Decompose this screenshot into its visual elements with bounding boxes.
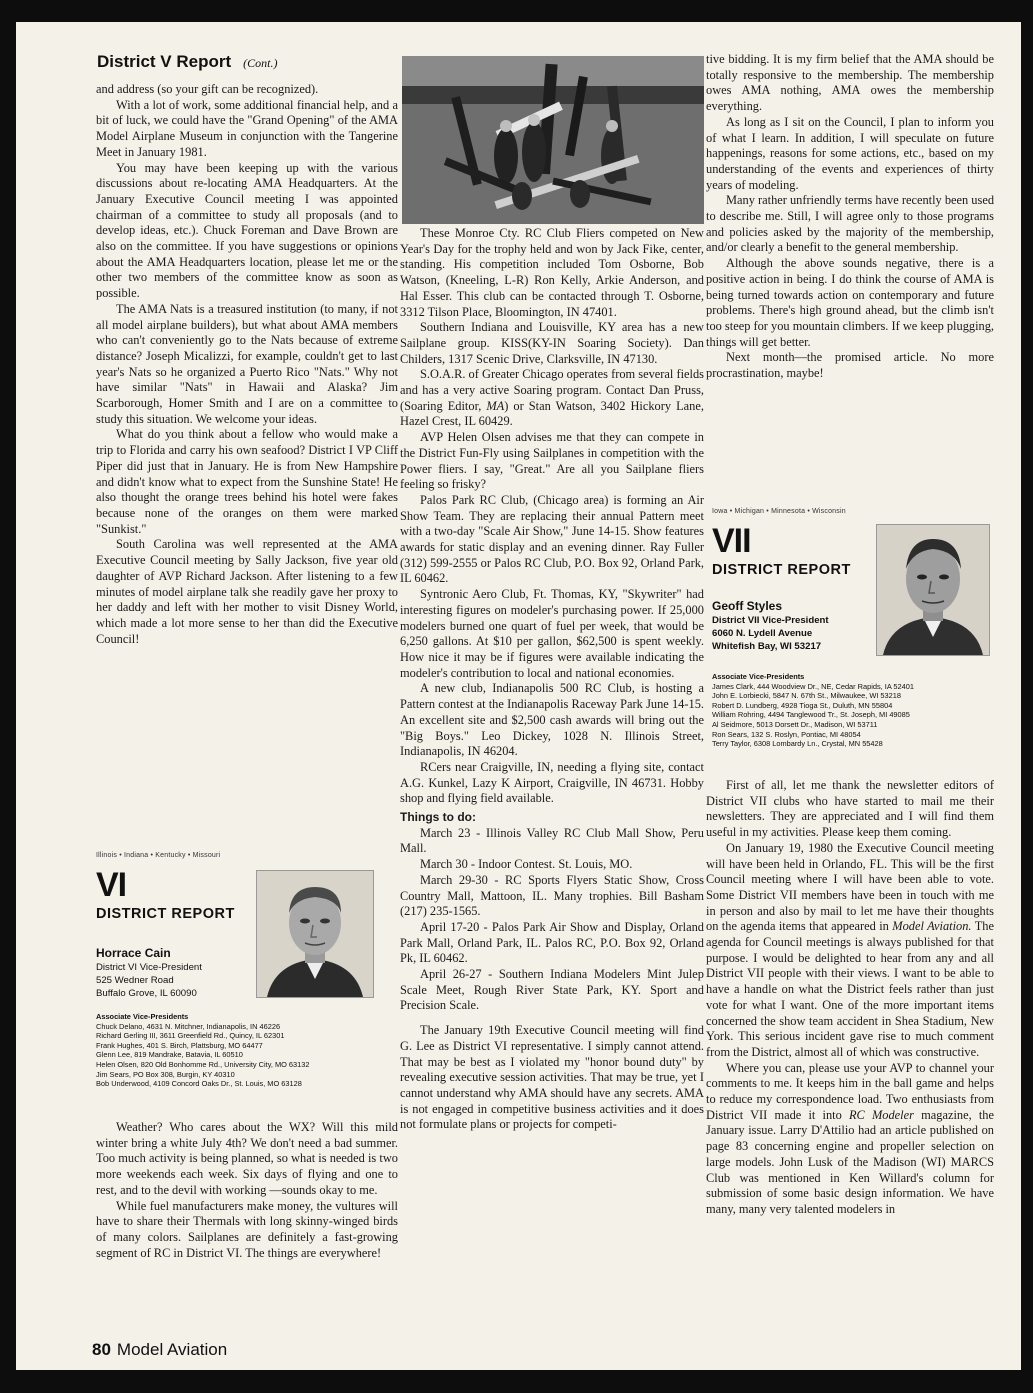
avp-entry: Frank Hughes, 401 S. Birch, Plattsburg, MO 64477 bbox=[96, 1040, 263, 1050]
district-6-vp-name: Horrace Cain bbox=[96, 946, 171, 960]
avp-entry: Helen Olsen, 820 Old Bonhomme Rd., University City, MO 63132 bbox=[96, 1059, 310, 1069]
paragraph: As long as I sit on the Council, I plan to inform you of what I learn. In addition, I will speculate on future happenings, reasons for some actions, etc., based on my understanding of the events and experiences of thirty years of modeling. bbox=[706, 114, 994, 192]
paragraph bbox=[706, 841, 994, 1061]
paragraph: and address (so your gift can be recognized). bbox=[96, 82, 319, 96]
district-6-vp-photo bbox=[256, 870, 374, 998]
section-header bbox=[97, 52, 277, 72]
paragraph: The January 19th Executive Council meeting will find G. Lee as District VI representative. I simply cannot attend. That may be best as I violated my "honor bound duty" by revealing executive session activities. That may be true, yet I cannot understand why AMA should have any secrets. AMA is not engaged in competitive business activities and it does not formulate plans or projects for competi- bbox=[400, 1023, 704, 1132]
avp-entry: Robert D. Lundberg, 4928 Tioga St., Duluth, MN 55804 bbox=[712, 700, 893, 710]
event-item: March 29-30 - RC Sports Flyers Static Show, Cross Country Mall, Mattoon, IL. Many trophies. Bill Basham (217) 235-1565. bbox=[400, 872, 704, 919]
things-heading-text: Things to do: bbox=[400, 810, 476, 825]
avp-entry: Ron Sears, 132 S. Roslyn, Pontiac, MI 48054 bbox=[712, 729, 861, 739]
avp-entry: James Clark, 444 Woodview Dr., NE, Cedar Rapids, IA 52401 bbox=[712, 681, 914, 691]
paragraph: With a lot of work, some additional financial help, and a bit of luck, we could have the "Grand Opening" of the AMA Model Airplane Museum in conjunction with the Tangerine Meet in January 1981. bbox=[96, 97, 398, 159]
avp-heading: Associate Vice-Presidents bbox=[712, 672, 805, 681]
district-7-numeral: VII bbox=[712, 522, 751, 560]
paragraph: Southern Indiana and Louisville, KY area has a new Sailplane group. KISS(KY-IN Soaring Society). Dan Childers, 1317 Scenic Drive, Clarksville, IN 47130. bbox=[400, 320, 704, 366]
district-6-avp-list bbox=[96, 1012, 309, 1089]
avp-heading: Associate Vice-Presidents bbox=[96, 1012, 189, 1021]
page-number: 80 bbox=[92, 1340, 111, 1359]
avp-entry: William Rohring, 4494 Tanglewood Tr., St. Joseph, MI 49085 bbox=[712, 710, 910, 720]
avp-entry: Jim Sears, PO Box 308, Burgin, KY 40310 bbox=[96, 1069, 235, 1079]
avp-entry: Glenn Lee, 819 Mandrake, Batavia, IL 60510 bbox=[96, 1050, 243, 1060]
paragraph: South Carolina was well represented at the AMA Executive Council meeting by Sally Jackson, five year old daughter of AVP Richard Jackson. After listening to a few minutes of model airplane talk she readily gave her proxy to her daddy and left with her mother to visit Disney World, which made a lot more sense to her than did the Executive Council! bbox=[96, 537, 398, 646]
magazine-title: Model Aviation. bbox=[892, 919, 972, 934]
paragraph: Weather? Who cares about the WX? Will this mild winter bring a white July 4th? We don't need a bad summer. Too much activity is being planned, so what is needed is two more weekends each week. Six days of flying and one to rest, and to the devil with working —sounds okay to me. bbox=[96, 1120, 398, 1197]
event-item: March 23 - Illinois Valley RC Club Mall Show, Peru Mall. bbox=[400, 825, 704, 856]
paragraph: Although the above sounds negative, there is a positive action in being. I do think the course of AMA is being turned towards action on contemporary and future problems. There's high ground ahead, but the climb isn't too steep for you mountain climbers. If we keep plugging, things will get better. bbox=[706, 256, 995, 349]
event-item: April 17-20 - Palos Park Air Show and Display, Orland Park Mall, Orland Park, IL. Palos RC, P.O. Box 92, Orland Pk, IL 60462. bbox=[400, 919, 704, 966]
text-run: On January 19, 1980 the Executive Council meeting will have been held in Orlando, FL. This will be the first Council meeting where I will have been able to vote. Some District VII members have been in touch with me in person and also by mail to let me have their thoughts on the agenda items that appeared in bbox=[706, 840, 994, 934]
district-6-vp-title: District VI Vice-President bbox=[96, 962, 202, 973]
club-photo bbox=[402, 56, 704, 224]
district-7-label: DISTRICT REPORT bbox=[712, 562, 851, 578]
photo-caption: These Monroe Cty. RC Club Fliers competed on New Year's Day for the trophy held and won by Jack Fike, center, standing. His competition included Tom Osborne, Bob Watson, (Kneeling, L-R) Ron Kelly, Arkie Anderson, and Hal Esser. This club can be contacted through T. Osborne, 3312 Tilson Place, Bloomington, IN 47401. bbox=[400, 226, 704, 319]
district-6-numeral: VI bbox=[96, 866, 127, 904]
paragraph: What do you think about a fellow who would make a trip to Florida and carry his own seafood? District I VP Cliff Piper did just that in January. He is from New Hampshire and didn't know what to expect from the Sunshine State! He also thought the orange trees behind his hotel were fakes because none of the oranges on them were marked "Sunkist." bbox=[96, 427, 398, 536]
avp-entry: Bob Underwood, 4109 Concord Oaks Dr., St. Louis, MO 63128 bbox=[96, 1079, 302, 1089]
paragraph: While fuel manufacturers make money, the vultures will have to share their Thermals with long skinny-winged birds of many colors. Sailplanes are definitely a fast-growing segment of RC in District VI. The things are everywhere! bbox=[96, 1198, 398, 1260]
column-2-text bbox=[400, 226, 704, 1133]
district-6-vp-city: Buffalo Grove, IL 60090 bbox=[96, 988, 197, 999]
paragraph: tive bidding. It is my firm belief that the AMA should be totally responsive to the membership. The membership owes AMA nothing, AMA owes the membership everything. bbox=[706, 52, 994, 114]
paragraph: The AMA Nats is a treasured institution (to many, if not all model airplane builders), but what about AMA members who can't conveniently go to the Nats because of extreme distance? Joseph Micalizzi, for example, couldn't get to last year's Nats so he organized a Puerto Rico "Nats." Why not have similar "Nats" in Hawaii and Alaska? Jim Scarborough, Homer Smith and I are on a committee to study this situation. We welcome your ideas. bbox=[96, 301, 398, 426]
paragraph bbox=[400, 367, 704, 430]
text-run: S.O.A.R. of Greater Chicago operates from several fields and has a very active Soaring program. Contact Dan Pruss, (Soaring Editor, bbox=[400, 367, 704, 413]
district-7-vp-street: 6060 N. Lydell Avenue bbox=[712, 628, 813, 639]
portrait-illustration bbox=[257, 871, 373, 997]
text-run: The agenda for Council meetings is always published for that purpose. I would be delighted to hear from any and all District VII people with their views. I want to be able to have a handle on what the District feels rather than just vote for what I want. One of the more important items concerned the show team accident in Shea Stadium, New York. This serious incident gave rise to much comment from the District, almost all of which was constructive. bbox=[706, 919, 994, 1059]
avp-entry: Terry Taylor, 6308 Lombardy Ln., Crystal, MN 55428 bbox=[712, 739, 883, 749]
magazine-name: Model Aviation bbox=[116, 1340, 228, 1359]
text-run: ) or Stan Watson, 3402 Hickory Lane, Hazel Crest, IL 60429. bbox=[400, 398, 704, 429]
paragraph: You may have been keeping up with the various discussions about re-locating AMA Headquarters. At the January Executive Council meeting I was appointed chairman of a committee to study all proposals (and to develop ideas, etc.). Chuck Foreman and Dave Brown are also on the committee. If you have suggestions or opinions about the AMA Headquarters location, please let me or the other two members of the committee know as soon as possible. bbox=[96, 160, 398, 301]
column-1-text bbox=[96, 82, 398, 647]
paragraph bbox=[706, 1061, 994, 1218]
text-run: magazine, the January issue. Larry D'Attilio had an article published on page 83 concerning engine and propeller selection on large models. John Lusk of the Madison (WI) MARCS Club was mentioned in Ken Willard's column for submission of some basic design information. We have many, many very talented modelers in bbox=[706, 1107, 994, 1216]
district-6-vp-street: 525 Wedner Road bbox=[96, 975, 174, 986]
district-7-vp-title: District VII Vice-President bbox=[712, 615, 829, 626]
magazine-title: RC Modeler bbox=[848, 1107, 914, 1122]
district-7-states: Iowa • Michigan • Minnesota • Wisconsin bbox=[712, 508, 846, 515]
paragraph: Many rather unfriendly terms have recently been used to describe me. Still, I will agree only to those programs and policies asked by the majority of the membership, and/or clearly a benefit to the general membership. bbox=[706, 193, 995, 255]
avp-entry: Richard Gerling III, 3611 Greenfield Rd., Quincy, IL 62301 bbox=[96, 1031, 285, 1041]
district-7-vp-city: Whitefish Bay, WI 53217 bbox=[712, 641, 822, 652]
paragraph: A new club, Indianapolis 500 RC Club, is hosting a Pattern contest at the Indianapolis Raceway Park June 14-15. An excellent site and $2,500 cash awards will bring out the "Big Boys." Leo Dickey, 1028 N. Illinois Street, Indianapolis, IN 46204. bbox=[400, 681, 704, 759]
magazine-page bbox=[16, 22, 1021, 1370]
district-7-vp-name: Geoff Styles bbox=[712, 599, 783, 613]
continued-label: (Cont.) bbox=[243, 56, 278, 70]
avp-entry: Chuck Delano, 4631 N. Mitchner, Indianapolis, IN 46226 bbox=[96, 1021, 281, 1031]
paragraph: RCers near Craigville, IN, needing a flying site, contact A.G. Kunkel, Lazy K Airport, Craigville, IN 46731. Hobby shop and flying field available. bbox=[400, 759, 704, 806]
paragraph: Palos Park RC Club, (Chicago area) is forming an Air Show Team. They are replacing their annual Pattern meet with a two-day "Scale Air Show," June 14-15. Show features awards for static display and an evening dinner. Ray Fuller (312) 599-2555 or Palos RC Club, P.O. Box 92, Orland Park, IL 60462. bbox=[400, 492, 704, 586]
paragraph: First of all, let me thank the newsletter editors of District VII clubs who have started to mail me their newsletters. They are appreciated and I will find them useful in my activities. Please keep them coming. bbox=[706, 778, 994, 840]
avp-entry: John E. Lorbiecki, 5847 N. 67th St., Milwaukee, WI 53218 bbox=[712, 691, 901, 701]
district-7-vp-photo bbox=[876, 524, 990, 656]
things-heading bbox=[400, 810, 704, 826]
district-6-label: DISTRICT REPORT bbox=[96, 906, 235, 922]
page-footer bbox=[92, 1340, 227, 1360]
event-item: March 30 - Indoor Contest. St. Louis, MO. bbox=[420, 857, 633, 872]
text-run: Where you can, please use your AVP to channel your comments to me. It keeps him in the ball game and helps to reduce my correspondence load. Two enthusiasts from District VII made it into bbox=[706, 1060, 994, 1122]
magazine-abbrev: MA bbox=[486, 398, 505, 413]
section-title: District V Report bbox=[97, 52, 232, 71]
event-item: April 26-27 - Southern Indiana Modelers Mint Julep Scale Meet, Rough River State Park, KY. Sport and Precision Scale. bbox=[400, 967, 704, 1013]
column-3-text bbox=[706, 52, 994, 382]
paragraph: Syntronic Aero Club, Ft. Thomas, KY, "Skywriter" had interesting figures on modeler's purchasing power. If 25,000 modelers burned one quart of fuel per week, that would be 6,250 gallons. At $10 per gallon, $62,500 is spent weekly. How nice it may be if figures were available indicating the modeler's contribution to local and national economies. bbox=[400, 587, 704, 680]
avp-entry: Al Seidmore, 5013 Dorsett Dr., Madison, WI 53711 bbox=[712, 719, 878, 729]
district-7-avp-list bbox=[712, 672, 914, 749]
district-6-text bbox=[96, 1120, 398, 1261]
district-6-states: Illinois • Indiana • Kentucky • Missouri bbox=[96, 852, 221, 859]
portrait-illustration bbox=[877, 525, 989, 655]
paragraph: AVP Helen Olsen advises me that they can compete in the District Fun-Fly using Sailplanes in competition with the Power fliers. I say, "Great." Are all you Sailplane fliers feeling so frisky? bbox=[400, 430, 704, 492]
district-7-text bbox=[706, 778, 994, 1218]
paragraph: Next month—the promised article. No more procrastination, maybe! bbox=[706, 350, 994, 381]
club-photo-illustration bbox=[402, 56, 704, 224]
